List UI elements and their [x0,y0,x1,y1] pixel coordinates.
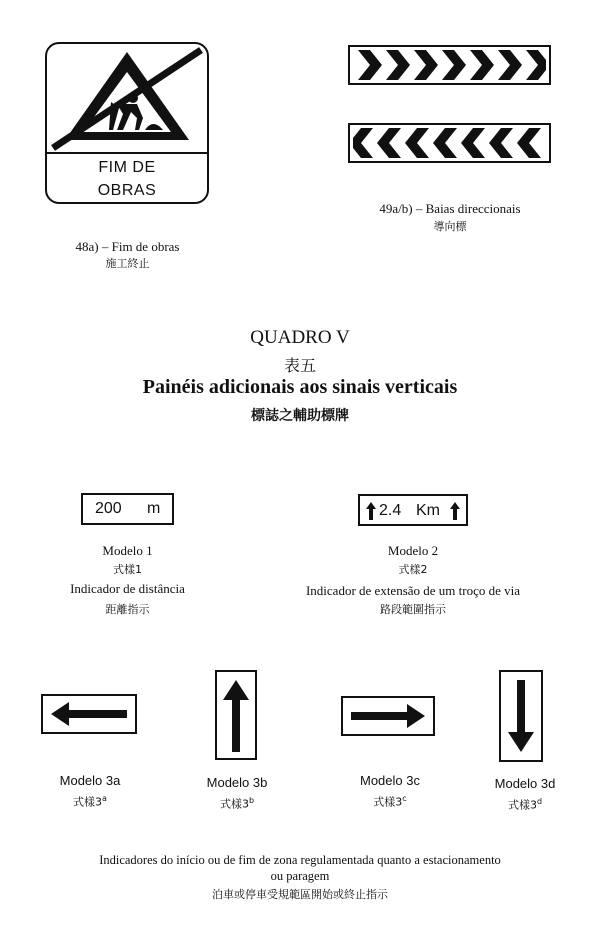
modelo2-label-cjk: 式樣2 [398,563,428,576]
modelo1-label: Modelo 1 [102,543,153,558]
distance-unit: m [147,500,161,517]
modelo3c-label: Modelo 3c [360,773,420,788]
extension-panel [358,494,468,526]
modelo1-desc: Indicador de distância [70,581,185,596]
modelo2-label: Modelo 2 [387,543,439,558]
modelo2-desc-cjk: 路段範圍指示 [380,603,446,616]
arrow-up-icon [217,672,255,758]
modelo3c-label-cjk: 式樣3$^c$ [373,794,407,809]
modelo1-desc-cjk: 距離指示 [105,603,150,616]
arrow-right-icon [343,698,433,734]
quadro-subtitle: Painéis adicionais aos sinais verticais [142,376,458,398]
modelo3b-label: Modelo 3b [206,775,268,790]
arrow-up-icon [449,501,461,526]
quadro-title-cjk: 表五 [283,358,316,375]
fim-sign-line1: FIM DE [98,159,156,176]
chevron-panel-right [348,45,551,85]
arrow-right-panel [341,696,435,736]
arrow-up-panel [215,670,257,760]
distance-panel [81,493,174,525]
distance-value: 200 [95,500,122,517]
modelo3-footer-line1: Indicadores do início ou de fim de zona regulamentada quanto a estacionamento [99,853,501,867]
extension-value: 2.4 [379,502,402,519]
modelo3b-label-cjk: 式樣3$^b$ [219,796,255,811]
fim-de-obras-pictogram [47,44,207,154]
modelo3d-label: Modelo 3d [494,776,556,791]
modelo3a-label-cjk: 式樣3$^a$ [73,794,107,809]
modelo3-footer-cjk: 泊車或停車受規範區開始或終止指示 [212,888,388,901]
arrow-down-panel [499,670,543,762]
sign49-caption-cjk: 導向標 [433,220,467,233]
modelo3d-label-cjk: 式樣3$^d$ [507,797,543,812]
chevron-panel-left [348,123,551,163]
fim-de-obras-sign [45,42,209,204]
sign48-caption-cjk: 施工終止 [105,257,150,270]
extension-unit: Km [416,502,440,519]
fim-sign-line2: OBRAS [97,182,157,199]
sign48-caption: 48a) – Fim de obras [75,239,180,254]
arrow-left-panel [41,694,137,734]
modelo3-footer-line2: ou paragem [270,869,330,883]
modelo3a-label: Modelo 3a [59,773,121,788]
arrow-up-icon [365,501,377,526]
arrow-down-icon [501,672,541,760]
quadro-subtitle-cjk: 標誌之輔助標牌 [251,407,349,423]
arrow-left-icon [43,696,135,732]
modelo1-label-cjk: 式樣1 [113,563,142,576]
quadro-title: QUADRO V [250,327,350,348]
modelo2-desc: Indicador de extensão de um troço de via [305,583,521,598]
sign49-caption: 49a/b) – Baias direccionais [379,201,521,216]
